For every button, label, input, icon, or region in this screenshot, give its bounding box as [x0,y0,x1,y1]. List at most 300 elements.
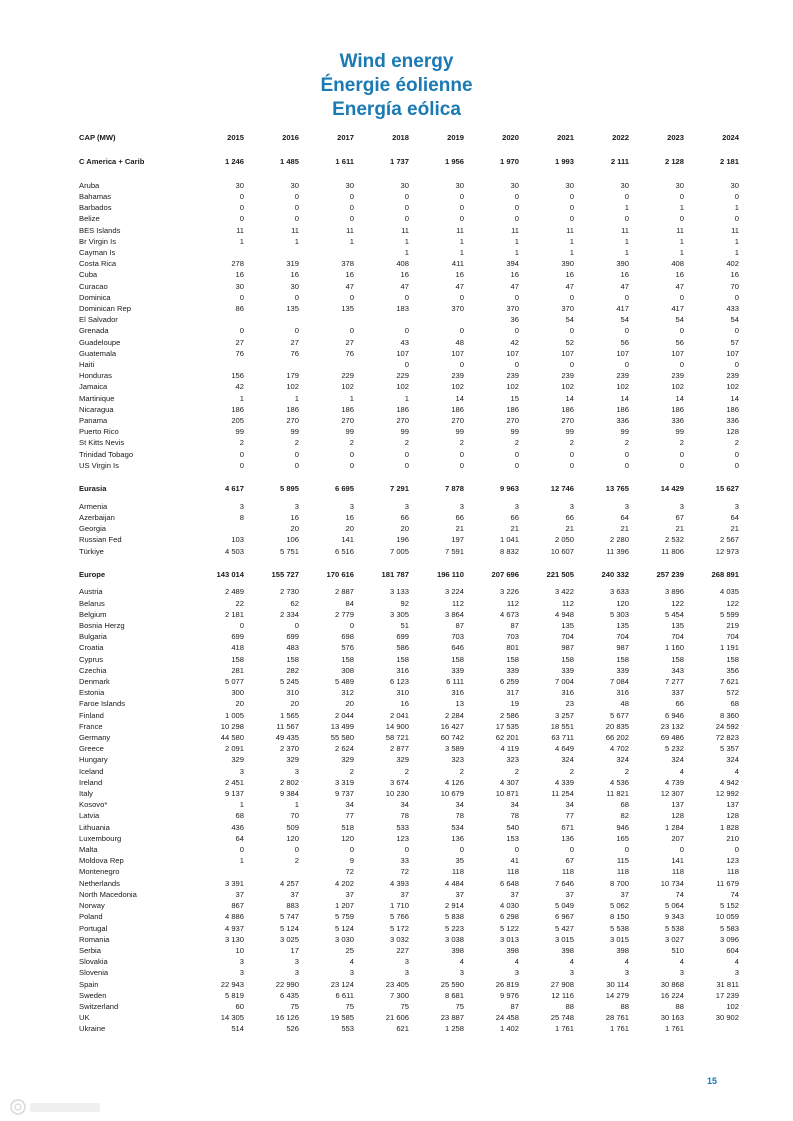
cell-value: 0 [624,214,629,224]
cell-value: 987 [561,643,574,653]
cell-value: 4 484 [444,878,464,888]
cell-value: 27 [290,337,299,347]
table-row [79,269,739,280]
cell-value: 170 616 [326,570,354,580]
cell-value: 30 [400,180,409,190]
cell-value: 165 [616,833,629,843]
cell-value: 141 [671,856,684,866]
cell-value: 2 [349,766,354,776]
cell-value: 3 038 [444,934,464,944]
cell-value: 10 871 [495,789,519,799]
cell-value: 14 [455,393,464,403]
cell-value: 4 [624,957,629,967]
cell-value: 0 [679,292,684,302]
row-label: Montenegro [79,867,120,877]
cell-value: 0 [349,449,354,459]
cell-value: 4 257 [279,878,299,888]
cell-value: 0 [459,326,464,336]
cell-value: 699 [396,632,409,642]
cell-value: 24 592 [715,721,739,731]
cell-value: 75 [400,1001,409,1011]
row-label: Cayman Is [79,247,116,257]
cell-value: 0 [349,460,354,470]
header-year: 2024 [722,133,739,143]
cell-value: 30 [730,180,739,190]
cell-value: 1 402 [499,1024,519,1034]
cell-value: 99 [290,427,299,437]
cell-value: 54 [620,315,629,325]
cell-value: 57 [730,337,739,347]
cell-value: 2 489 [224,587,244,597]
table-row [79,766,739,777]
cell-value: 16 [290,270,299,280]
cell-value: 2 802 [279,777,299,787]
row-label: Faroe Islands [79,699,126,709]
cell-value: 0 [514,460,519,470]
cell-value: 3 [624,501,629,511]
cell-value: 553 [341,1024,354,1034]
cell-value: 37 [455,889,464,899]
cell-value: 0 [514,449,519,459]
cell-value: 1 284 [664,822,684,832]
cell-value: 102 [341,382,354,392]
table-row [79,598,739,609]
cell-value: 77 [565,811,574,821]
cell-value: 8 [239,512,244,522]
table-row [79,534,739,545]
cell-value: 282 [286,665,299,675]
cell-value: 0 [514,359,519,369]
cell-value: 281 [231,665,244,675]
cell-value: 21 [455,524,464,534]
cell-value: 10 059 [715,912,739,922]
cell-value: 186 [231,404,244,414]
page-number: 15 [706,1076,717,1086]
cell-value: 7 084 [609,677,629,687]
cell-value: 112 [506,598,519,608]
row-label: Honduras [79,371,112,381]
cell-value: 270 [341,415,354,425]
cell-value: 1 [624,203,629,213]
cell-value: 5 427 [554,923,574,933]
cell-value: 0 [679,845,684,855]
table-row [79,292,739,303]
row-label: Guatemala [79,348,117,358]
cell-value: 1 710 [389,901,409,911]
cell-value: 28 761 [605,1013,629,1023]
cell-value: 16 [730,270,739,280]
cell-value: 23 [565,699,574,709]
cell-value: 704 [616,632,629,642]
cell-value: 1 [404,236,409,246]
cell-value: 5 245 [279,677,299,687]
cell-value: 0 [734,326,739,336]
cell-value: 0 [404,292,409,302]
cell-value: 20 [290,699,299,709]
cell-value: 0 [679,359,684,369]
cell-value: 2 624 [334,744,354,754]
page-title-es: Energía eólica [332,99,461,120]
cell-value: 3 [624,968,629,978]
cell-value: 210 [726,833,739,843]
table-row [79,777,739,788]
header-year: 2016 [282,133,299,143]
cell-value: 27 908 [550,979,574,989]
cell-value: 5 124 [334,923,354,933]
cell-value: 15 [510,393,519,403]
row-label: Aruba [79,180,100,190]
cell-value: 186 [341,404,354,414]
row-label: Curacao [79,281,108,291]
row-label: Türkiye [79,546,104,556]
cell-value: 5 232 [664,744,684,754]
cell-value: 1 993 [554,157,574,166]
cell-value: 64 [730,512,739,522]
cell-value: 207 696 [491,570,519,580]
row-label: Ireland [79,777,103,787]
cell-value: 25 [345,945,354,955]
cell-value: 2 [459,766,464,776]
cell-value: 329 [286,755,299,765]
table-row [79,665,739,676]
cell-value: 703 [506,632,519,642]
cell-value: 2 050 [554,535,574,545]
row-label: Georgia [79,524,107,534]
cell-value: 17 535 [495,721,519,731]
cell-value: 179 [286,371,299,381]
cell-value: 2 334 [279,609,299,619]
table-row [79,676,739,687]
cell-value: 107 [726,348,739,358]
cell-value: 74 [675,889,684,899]
table-row [79,855,739,866]
cell-value: 4 307 [499,777,519,787]
cell-value: 16 427 [440,721,464,731]
cell-value: 337 [671,688,684,698]
cell-value: 3 133 [389,587,409,597]
cell-value: 319 [286,259,299,269]
cell-value: 0 [404,845,409,855]
cell-value: 3 030 [334,934,354,944]
cell-value: 30 902 [715,1013,739,1023]
spacer-row [79,145,739,156]
row-label: Kosovo* [79,800,108,810]
cell-value: 3 [239,766,244,776]
cell-value: 20 835 [605,721,629,731]
cell-value: 308 [341,665,354,675]
cell-value: 135 [561,621,574,631]
cell-value: 72 [400,867,409,877]
cell-value: 0 [239,449,244,459]
cell-value: 3 [239,968,244,978]
cell-value: 7 005 [389,546,409,556]
cell-value: 158 [616,654,629,664]
cell-value: 370 [561,303,574,313]
cell-value: 0 [514,191,519,201]
cell-value: 112 [451,598,464,608]
cell-value: 534 [451,822,464,832]
cell-value: 0 [624,460,629,470]
cell-value: 339 [616,665,629,675]
cell-value: 339 [451,665,464,675]
table-row [79,449,739,460]
cell-value: 22 [235,598,244,608]
cell-value: 483 [286,643,299,653]
table-row [79,967,739,978]
cell-value: 122 [671,598,684,608]
cell-value: 99 [620,427,629,437]
cell-value: 0 [459,359,464,369]
cell-value: 102 [726,1001,739,1011]
cell-value: 270 [396,415,409,425]
row-label: Lithuania [79,822,110,832]
cell-value: 329 [341,755,354,765]
cell-value: 30 [235,180,244,190]
cell-value: 1 160 [664,643,684,653]
cell-value: 3 [239,957,244,967]
cell-value: 4 [349,957,354,967]
cell-value: 1 [294,236,299,246]
cell-value: 0 [624,359,629,369]
cell-value: 5 152 [719,901,739,911]
cell-value: 118 [726,867,739,877]
cell-value: 402 [726,259,739,269]
cell-value: 56 [620,337,629,347]
cell-value: 25 590 [440,979,464,989]
cell-value: 0 [349,214,354,224]
cell-value: 5 838 [444,912,464,922]
cell-value: 186 [726,404,739,414]
cell-value: 2 [624,438,629,448]
cell-value: 1 828 [719,822,739,832]
cell-value: 31 811 [716,979,739,989]
cell-value: 11 [236,225,244,235]
cell-value: 3 [679,968,684,978]
cell-value: 0 [624,449,629,459]
cell-value: 56 [675,337,684,347]
cell-value: 11 806 [661,546,684,556]
cell-value: 42 [235,382,244,392]
cell-value: 16 [620,270,629,280]
cell-value: 17 239 [715,990,739,1000]
cell-value: 6 111 [446,677,464,687]
cell-value: 13 [455,699,464,709]
table-row [79,754,739,765]
cell-value: 0 [679,449,684,459]
table-row [79,788,739,799]
table-row [79,620,739,631]
row-label: Finland [79,710,104,720]
header-year: 2017 [337,133,354,143]
cell-value: 6 648 [499,878,519,888]
cell-value: 3 226 [499,587,519,597]
table-row [79,687,739,698]
cell-value: 316 [451,688,464,698]
cell-value: 87 [455,621,464,631]
cell-value: 9 384 [279,789,299,799]
cell-value: 0 [514,203,519,213]
cell-value: 0 [349,203,354,213]
cell-value: 107 [396,348,409,358]
cell-value: 310 [286,688,299,698]
row-label: Haiti [79,359,95,369]
cell-value: 0 [294,449,299,459]
row-label: Luxembourg [79,833,122,843]
spacer-row [79,557,739,570]
cell-value: 128 [726,811,739,821]
cell-value: 22 990 [275,979,299,989]
cell-value: 586 [396,643,409,653]
cell-value: 2 532 [664,535,684,545]
header-year: 2022 [612,133,629,143]
cell-value: 2 [624,766,629,776]
cell-value: 0 [459,191,464,201]
cell-value: 8 832 [499,546,519,556]
cell-value: 11 567 [276,721,299,731]
cell-value: 1 207 [334,901,354,911]
table-row [79,810,739,821]
cell-value: 135 [671,621,684,631]
table-row [79,348,739,359]
cell-value: 336 [616,415,629,425]
cell-value: 1 [679,203,684,213]
row-label: Switzerland [79,1001,119,1011]
cell-value: 68 [620,800,629,810]
cell-value: 2 [514,438,519,448]
cell-value: 20 [400,524,409,534]
cell-value: 540 [506,822,519,832]
cell-value: 1 [404,393,409,403]
cell-value: 4 126 [444,777,464,787]
cell-value: 120 [341,833,354,843]
cell-value: 526 [286,1024,299,1034]
cell-value: 12 973 [715,546,739,556]
table-row [79,523,739,534]
cell-value: 7 591 [444,546,464,556]
row-label: Croatia [79,643,104,653]
cell-value: 8 700 [609,878,629,888]
row-label: Br Virgin Is [79,236,116,246]
cell-value: 120 [286,833,299,843]
table-row [79,426,739,437]
cell-value: 5 766 [389,912,409,922]
cell-value: 54 [675,315,684,325]
cell-value: 2 730 [279,587,299,597]
cell-value: 398 [561,945,574,955]
cell-value: 19 [510,699,519,709]
table-row [79,721,739,732]
cell-value: 6 967 [554,912,574,922]
cell-value: 0 [514,292,519,302]
cell-value: 102 [561,382,574,392]
cell-value: 1 [294,393,299,403]
cell-value: 30 868 [660,979,684,989]
cell-value: 88 [675,1001,684,1011]
cell-value: 77 [345,811,354,821]
table-row [79,642,739,653]
cell-value: 11 [566,225,574,235]
cell-value: 23 124 [330,979,354,989]
cell-value: 21 [510,524,519,534]
cell-value: 10 734 [660,878,684,888]
cell-value: 16 [345,270,354,280]
cell-value: 2 [459,438,464,448]
table-row [79,437,739,448]
cell-value: 158 [341,654,354,664]
table-row [79,415,739,426]
cell-value: 11 [346,225,354,235]
cell-value: 7 646 [554,878,574,888]
cell-value: 270 [451,415,464,425]
cell-value: 88 [620,1001,629,1011]
cell-value: 883 [286,901,299,911]
cell-value: 239 [671,371,684,381]
cell-value: 47 [565,281,574,291]
cell-value: 0 [569,292,574,302]
cell-value: 10 [235,945,244,955]
cell-value: 14 [565,393,574,403]
cell-value: 37 [620,889,629,899]
cell-value: 268 891 [711,570,739,580]
header-cap-label: CAP (MW) [79,133,116,143]
cell-value: 0 [569,449,574,459]
cell-value: 229 [341,371,354,381]
cell-value: 120 [616,598,629,608]
cell-value: 270 [286,415,299,425]
cell-value: 3 633 [609,587,629,597]
cell-value: 8 681 [444,990,464,1000]
cell-value: 370 [451,303,464,313]
cell-value: 14 [675,393,684,403]
cell-value: 78 [510,811,519,821]
cell-value: 30 [290,180,299,190]
cell-value: 0 [459,845,464,855]
cell-value: 128 [726,427,739,437]
cell-value: 3 025 [279,934,299,944]
cell-value: 112 [561,598,574,608]
cell-value: 1 041 [499,535,519,545]
cell-value: 1 246 [224,157,244,166]
table-row [79,990,739,1001]
cell-value: 16 [510,270,519,280]
cell-value: 698 [341,632,354,642]
cell-value: 4 [734,957,739,967]
cell-value: 26 819 [495,979,519,989]
cell-value: 41 [510,856,519,866]
row-label: Germany [79,733,111,743]
cell-value: 240 332 [601,570,629,580]
table-row [79,822,739,833]
row-label: Guadeloupe [79,337,121,347]
row-label: Bulgaria [79,632,107,642]
cell-value: 158 [506,654,519,664]
cell-value: 4 202 [334,878,354,888]
cell-value: 946 [616,822,629,832]
cell-value: 87 [510,621,519,631]
row-label: Belize [79,214,100,224]
row-label: Denmark [79,677,110,687]
cell-value: 21 [565,524,574,534]
cell-value: 25 748 [550,1013,574,1023]
row-label: Ukraine [79,1024,106,1034]
cell-value: 0 [294,191,299,201]
cell-value: 158 [451,654,464,664]
cell-value: 30 [675,180,684,190]
table-row [79,337,739,348]
cell-value: 47 [675,281,684,291]
cell-value: 66 [455,512,464,522]
table-row [79,281,739,292]
